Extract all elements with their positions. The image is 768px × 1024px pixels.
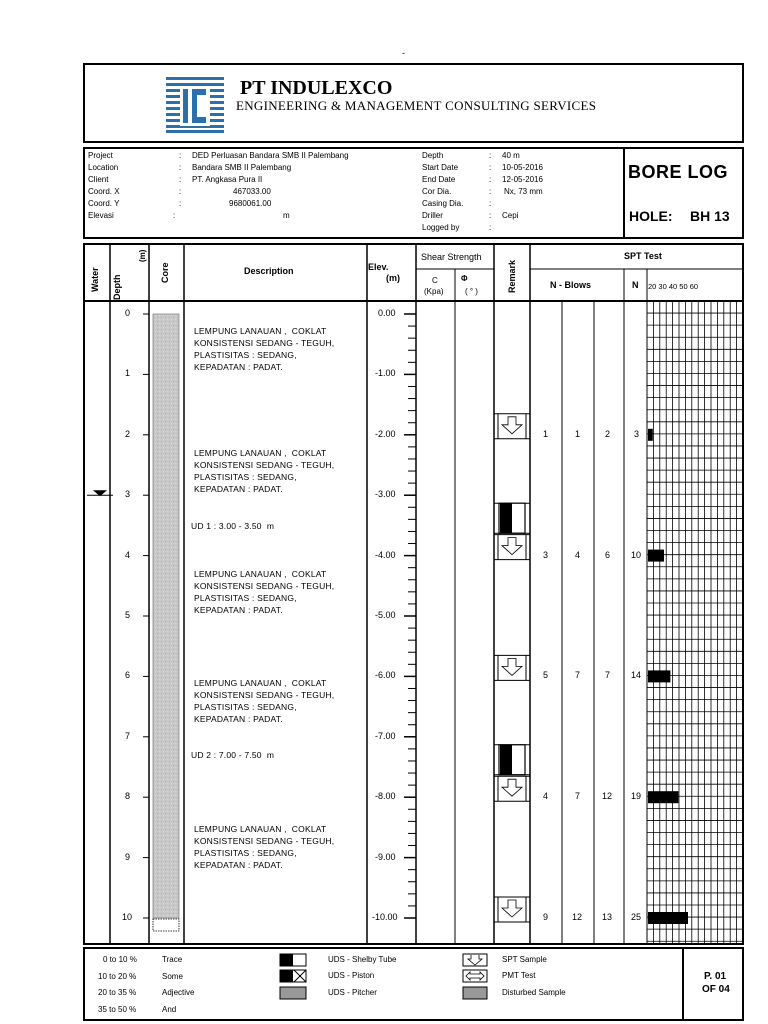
- legend-term: And: [162, 1004, 177, 1014]
- spt-blow-1: 3: [543, 549, 549, 560]
- top-mark: -: [402, 48, 405, 58]
- info-value: DED Perluasan Bandara SMB II Palembang: [192, 151, 349, 160]
- depth-label: 5: [125, 610, 131, 620]
- info-value: 40 m: [502, 151, 520, 160]
- spt-n-value: 10: [631, 549, 642, 560]
- legend-piston: UDS - Piston: [328, 971, 375, 980]
- info-label: End Date: [422, 175, 456, 184]
- elevation-label: -8.00: [375, 791, 396, 802]
- legend-term: Adjective: [162, 988, 195, 997]
- spt-blow-3: 7: [605, 670, 611, 681]
- layer-description: LEMPUNG LANAUAN , COKLAT KONSISTENSI SEDANG - TEGUH, PLASTISITAS : SEDANG, KEPADATAN : PADAT.: [194, 824, 335, 870]
- info-label: Start Date: [422, 163, 459, 172]
- legend-pitcher: UDS - Pitcher: [328, 988, 377, 997]
- info-separator: :: [489, 187, 492, 196]
- info-value: PT. Angkasa Pura II: [192, 175, 263, 184]
- header-shear: Shear Strength: [421, 252, 482, 262]
- elevation-label: -4.00: [375, 549, 396, 560]
- legend-term: Some: [162, 971, 183, 981]
- spt-blow-2: 12: [572, 912, 583, 922]
- depth-label: 0: [125, 308, 131, 318]
- info-label: Coord. X: [88, 187, 120, 196]
- elevation-label: -6.00: [375, 670, 396, 681]
- info-value: 9680061.00: [229, 199, 272, 208]
- spt-blow-3: 2: [605, 428, 611, 439]
- info-label: Project: [88, 151, 113, 160]
- header-elev: Elev.: [368, 262, 389, 272]
- info-separator: :: [489, 151, 492, 160]
- info-value: m: [283, 211, 290, 220]
- legend-shelby: UDS - Shelby Tube: [328, 955, 397, 964]
- spt-blow-3: 6: [605, 549, 611, 560]
- hole-value: BH 13: [690, 208, 730, 224]
- elevation-label: -5.00: [375, 610, 396, 620]
- info-separator: :: [179, 151, 182, 160]
- spt-blow-2: 1: [575, 428, 581, 439]
- header-remark: Remark: [507, 259, 517, 293]
- info-separator: :: [489, 199, 492, 208]
- spt-blow-1: 4: [543, 791, 549, 802]
- header-spt: SPT Test: [624, 251, 662, 261]
- info-value: Bandara SMB II Palembang: [192, 163, 292, 172]
- info-separator: :: [489, 211, 492, 220]
- header-elev-unit: (m): [386, 273, 400, 283]
- header-c: C: [432, 276, 438, 285]
- info-value: Nx, 73 mm: [504, 187, 543, 196]
- info-value: 10-05-2016: [502, 163, 543, 172]
- bore-log-title: BORE LOG: [628, 162, 729, 182]
- spt-blow-1: 9: [543, 912, 549, 922]
- layer-description: LEMPUNG LANAUAN , COKLAT KONSISTENSI SEDANG - TEGUH, PLASTISITAS : SEDANG, KEPADATAN : PADAT.: [194, 448, 335, 494]
- info-value: 467033.00: [233, 187, 271, 196]
- page-total: OF 04: [702, 984, 730, 995]
- spt-blow-2: 7: [575, 791, 581, 802]
- legend-pmt-test: PMT Test: [502, 971, 536, 980]
- header-description: Description: [244, 266, 294, 276]
- info-label: Cor Dia.: [422, 187, 452, 196]
- depth-label: 8: [125, 791, 131, 802]
- legend-range: 10 to 20 %: [98, 971, 137, 981]
- elevation-label: -3.00: [375, 489, 396, 500]
- info-separator: :: [179, 175, 182, 184]
- elevation-label: -2.00: [375, 428, 396, 439]
- spt-blow-1: 1: [543, 428, 549, 439]
- header-depth-unit: (m): [138, 249, 147, 262]
- elevation-label: -9.00: [375, 851, 396, 862]
- legend-range: 35 to 50 %: [98, 1004, 137, 1014]
- info-label: Depth: [422, 151, 444, 160]
- header-n-blows: N - Blows: [550, 280, 592, 290]
- legend-term: Trace: [162, 955, 183, 964]
- company-tagline: ENGINEERING & MANAGEMENT CONSULTING SERVICES: [236, 98, 597, 113]
- sample-note: UD 2 : 7.00 - 7.50 m: [191, 750, 275, 760]
- depth-label: 3: [125, 489, 131, 500]
- info-separator: :: [179, 163, 182, 172]
- info-separator: :: [489, 163, 492, 172]
- page-number: P. 01: [704, 971, 727, 982]
- legend-range: 20 to 35 %: [98, 988, 137, 997]
- header-c-unit: (Kpa): [424, 287, 444, 296]
- depth-label: 7: [125, 730, 131, 741]
- legend-spt-sample: SPT Sample: [502, 955, 547, 964]
- header-phi-unit: ( ° ): [465, 287, 478, 296]
- spt-n-value: 14: [631, 670, 642, 681]
- info-separator: :: [179, 187, 182, 196]
- depth-label: 2: [125, 428, 131, 439]
- header-scale: 20 30 40 50 60: [648, 282, 699, 291]
- elevation-label: -1.00: [375, 368, 396, 379]
- depth-label: 4: [125, 549, 131, 560]
- sample-note: UD 1 : 3.00 - 3.50 m: [191, 521, 275, 531]
- spt-blow-1: 5: [543, 670, 549, 681]
- elevation-label: 0.00: [378, 308, 396, 318]
- info-separator: :: [179, 199, 182, 208]
- info-value: 12-05-2016: [502, 175, 543, 184]
- header-depth: Depth: [112, 274, 122, 300]
- header-phi: Φ: [461, 274, 468, 283]
- spt-n-value: 3: [634, 428, 640, 439]
- layer-description: LEMPUNG LANAUAN , COKLAT KONSISTENSI SEDANG - TEGUH, PLASTISITAS : SEDANG, KEPADATAN : PADAT.: [194, 326, 335, 372]
- spt-blow-2: 7: [575, 670, 581, 681]
- spt-blow-3: 13: [602, 912, 613, 922]
- layer-description: LEMPUNG LANAUAN , COKLAT KONSISTENSI SEDANG - TEGUH, PLASTISITAS : SEDANG, KEPADATAN : PADAT.: [194, 569, 335, 615]
- info-label: Casing Dia.: [422, 199, 464, 208]
- info-separator: :: [173, 211, 176, 220]
- header-n: N: [632, 280, 639, 290]
- elevation-label: -10.00: [372, 912, 398, 922]
- legend-range: 0 to 10 %: [103, 955, 137, 964]
- spt-n-value: 19: [631, 791, 642, 802]
- spt-blow-3: 12: [602, 791, 613, 802]
- depth-label: 6: [125, 670, 131, 681]
- layer-description: LEMPUNG LANAUAN , COKLAT KONSISTENSI SEDANG - TEGUH, PLASTISITAS : SEDANG, KEPADATAN : PADAT.: [194, 678, 335, 724]
- hole-label: HOLE:: [629, 208, 673, 224]
- info-label: Client: [88, 175, 109, 184]
- info-label: Elevasi: [88, 211, 114, 220]
- spt-blow-2: 4: [575, 549, 581, 560]
- depth-label: 9: [125, 851, 131, 862]
- info-separator: :: [489, 223, 492, 232]
- spt-n-value: 25: [631, 912, 642, 922]
- elevation-label: -7.00: [375, 730, 396, 741]
- info-value: Cepi: [502, 211, 519, 220]
- header-water: Water: [90, 267, 100, 292]
- info-label: Driller: [422, 211, 443, 220]
- info-separator: :: [489, 175, 492, 184]
- company-name: PT INDULEXCO: [240, 77, 393, 99]
- info-label: Logged by: [422, 223, 460, 232]
- legend-disturbed: Disturbed Sample: [502, 988, 566, 997]
- depth-label: 10: [122, 912, 133, 922]
- info-label: Location: [88, 163, 119, 172]
- info-label: Coord. Y: [88, 199, 120, 208]
- depth-label: 1: [125, 368, 131, 379]
- header-core: Core: [160, 262, 170, 283]
